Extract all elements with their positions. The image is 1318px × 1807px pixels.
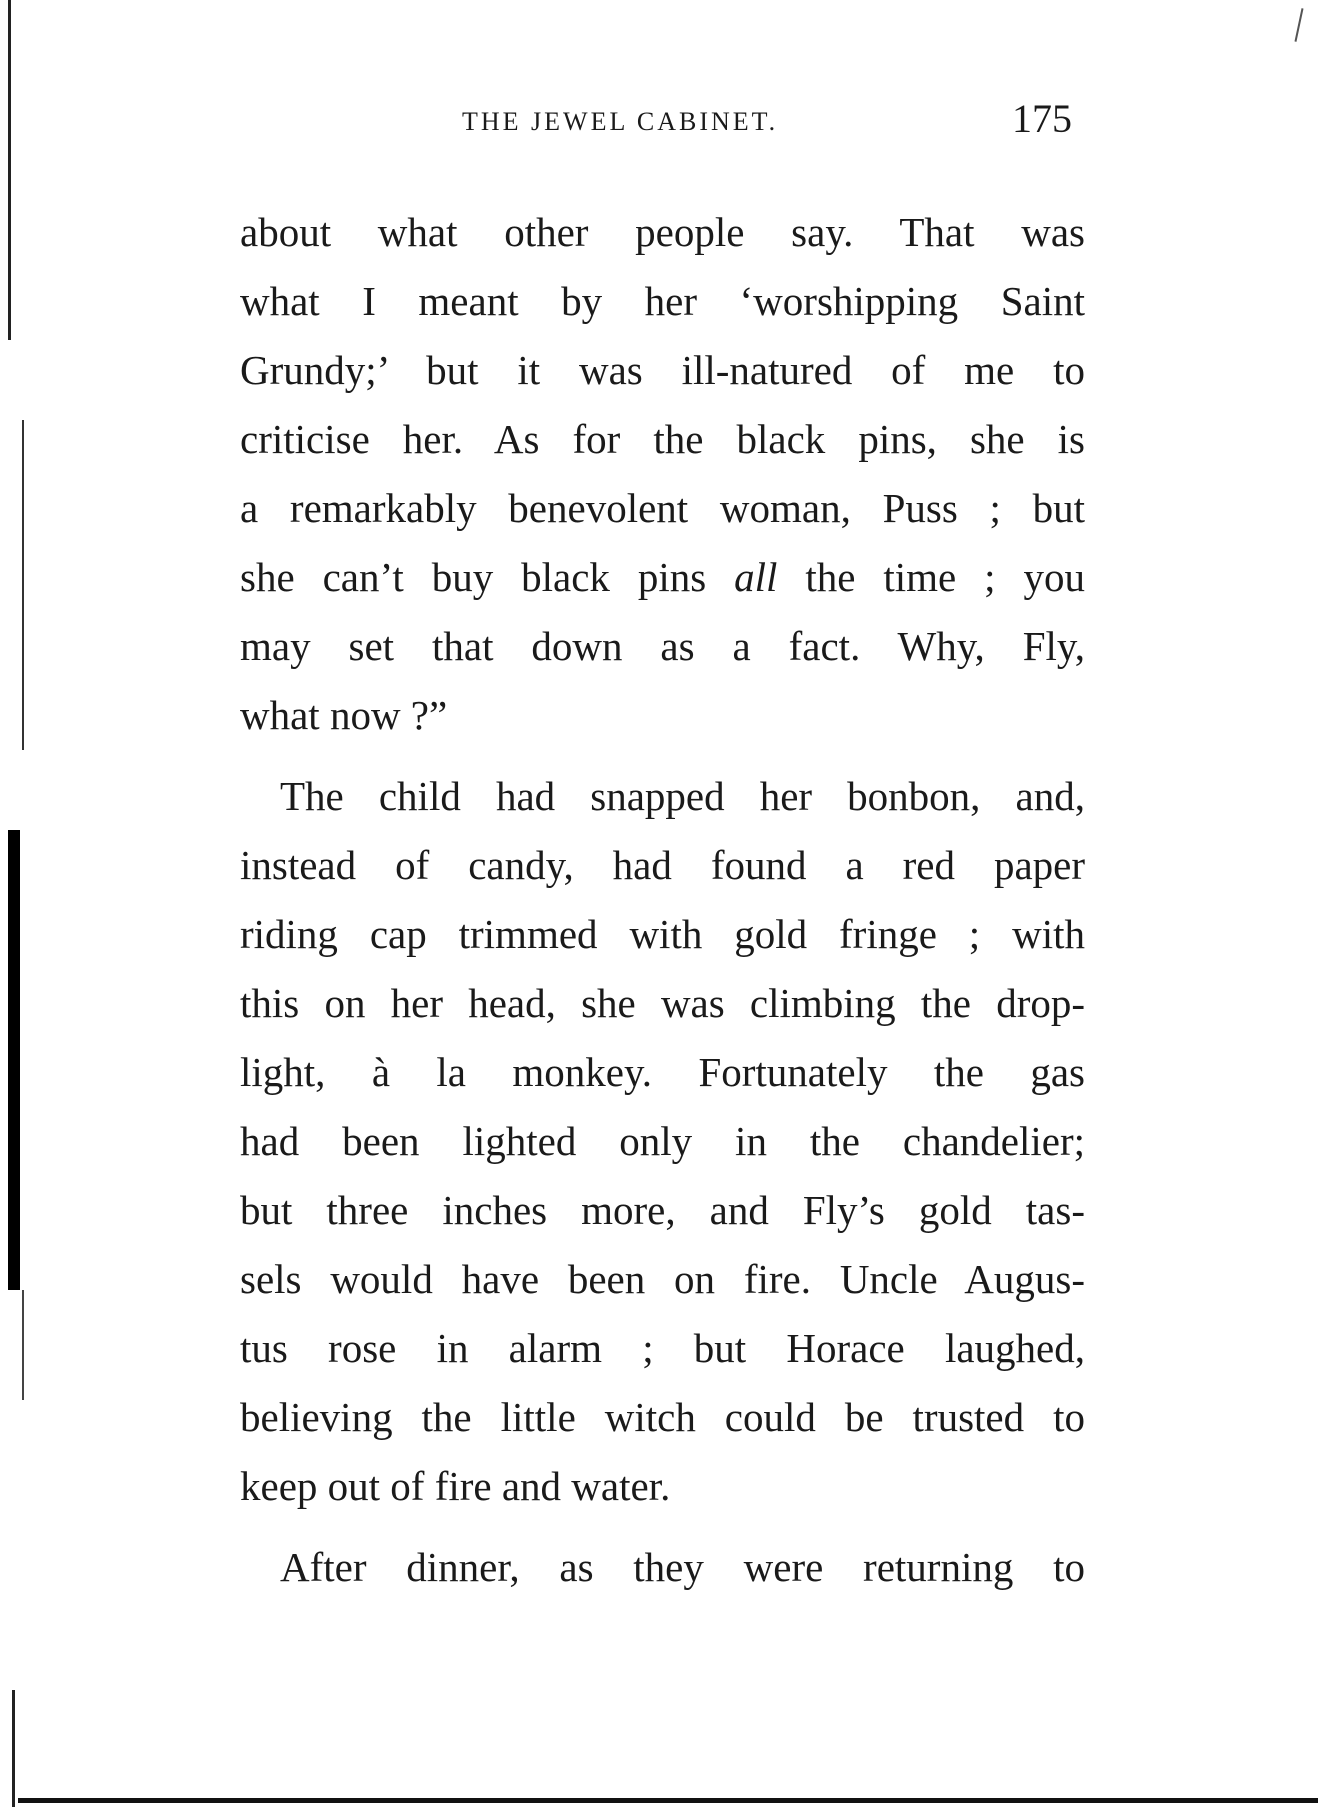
- paragraph: [240, 762, 1085, 1521]
- running-head-title: THE JEWEL CABINET.: [462, 107, 779, 136]
- text-line: may set that down as a fact. Why, Fly,: [240, 623, 1085, 669]
- scan-edge-mark: [12, 1690, 15, 1807]
- scan-edge-mark: [8, 0, 11, 340]
- scan-edge-mark: [22, 1290, 24, 1400]
- text-body: [240, 198, 1085, 1602]
- italic-emphasis: all: [734, 554, 778, 600]
- text-line: believing the little witch could be trusted to: [240, 1394, 1085, 1440]
- text-line: she can’t buy black pins all the time ; you: [240, 554, 1085, 600]
- text-line: riding cap trimmed with gold fringe ; with: [240, 911, 1085, 957]
- paragraph: [240, 1533, 1085, 1602]
- text-line: tus rose in alarm ; but Horace laughed,: [240, 1325, 1085, 1371]
- text-line: this on her head, she was climbing the drop-: [240, 980, 1085, 1026]
- text-line: about what other people say. That was: [240, 209, 1085, 255]
- text-line: instead of candy, had found a red paper: [240, 842, 1085, 888]
- paragraph: [240, 198, 1085, 750]
- text-line: After dinner, as they were returning to: [280, 1544, 1085, 1590]
- paragraph-gap: [240, 1521, 1085, 1533]
- text-line: keep out of fire and water.: [240, 1463, 671, 1509]
- text-line: criticise her. As for the black pins, she is: [240, 416, 1085, 462]
- text-line: sels would have been on fire. Uncle Augus-: [240, 1256, 1085, 1302]
- text-line: light, à la monkey. Fortunately the gas: [240, 1049, 1085, 1095]
- scan-edge-mark: [22, 420, 24, 750]
- text-line: The child had snapped her bonbon, and,: [280, 773, 1085, 819]
- running-head: [0, 95, 1318, 155]
- scan-bottom-edge: [18, 1798, 1318, 1803]
- text-line: what I meant by her ‘worshipping Saint: [240, 278, 1085, 324]
- text-line: Grundy;’ but it was ill-natured of me to: [240, 347, 1085, 393]
- text-line: had been lighted only in the chandelier;: [240, 1118, 1085, 1164]
- scan-edge-mark: [1294, 8, 1303, 42]
- text-line: a remarkably benevolent woman, Puss ; but: [240, 485, 1085, 531]
- page-number: 175: [1012, 96, 1072, 141]
- text-line: but three inches more, and Fly’s gold tas-: [240, 1187, 1085, 1233]
- paragraph-gap: [240, 750, 1085, 762]
- scan-edge-bar: [8, 830, 20, 1290]
- text-line: what now ?”: [240, 692, 448, 738]
